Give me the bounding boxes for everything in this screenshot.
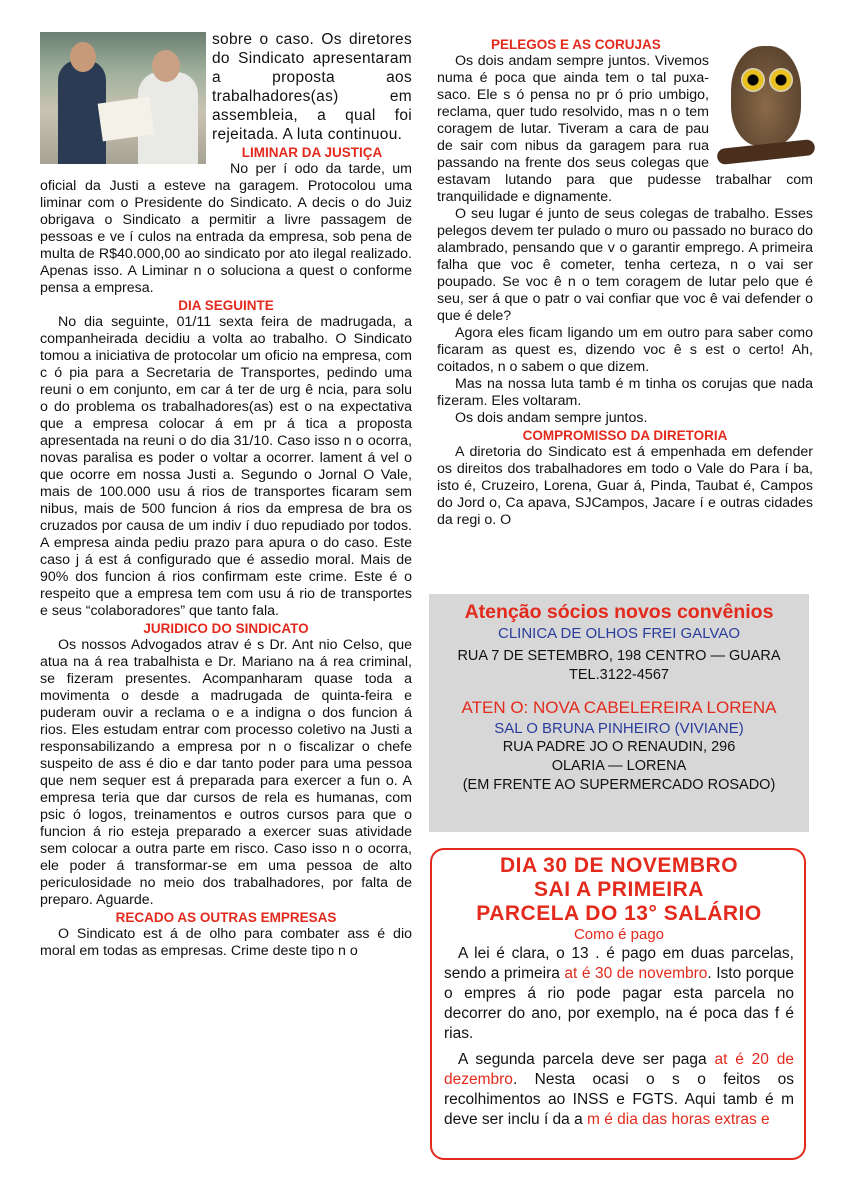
paragraph: O Sindicato est á de olho para combater ass é dio moral em todas as empresas. Crime deste tipo n o [40, 926, 412, 959]
section-title-dia-seguinte: DIA SEGUINTE [178, 298, 274, 313]
assembly-photo [40, 32, 206, 164]
text-run: A lei é clara, o 13 . é pago em duas parcelas, sendo a primeira [444, 945, 794, 982]
intro-text: sobre o caso. Os diretores do Sindicato apresentaram a proposta aos trabalhadores(as) em assembleia, a qual foi rejeitada. A luta continuou. [212, 31, 412, 143]
paragraph: Os nossos Advogados atrav é s Dr. Ant nio Celso, que atua na á rea trabalhista e Dr. Mariano na á rea criminal, se fizeram presentes. Acompanharam quase toda a movimenta o desde a madrugada de quinta-feira e puderam ouvir a reclama o e a indigna o dos funcion á rios. Eles estudam entrar com processo coletivo na Justi a responsabilizando a empresa por n o fiscalizar o chefe suspeito de ass é dio e dar tanto poder para uma pessoa que nem sequer est á preparada para exercer a fun o. A empresa teria que dar cursos de rela es humanas, com psic ó logos, treinamentos e outros cursos para que o funcion á rio esteja preparado a exercer suas atividade sem colocar a outra parte em risco. Caso isso n o ocorra, ele poder á transformar-se em uma pessoa de alto periculosidade no meio dos trabalhadores, por falta de preparo. Aguarde. [40, 637, 412, 908]
salon-address-2: OLARIA — LORENA [551, 758, 687, 774]
salon-name: SAL O BRUNA PINHEIRO (VIVIANE) [494, 720, 744, 737]
paragraph: Os dois andam sempre juntos. Vivemos numa é poca que ainda tem o tal puxa-saco. Ele s ó pensa no pr ó prio umbigo, reclama, quer tudo resolvido, mas n o tem coragem de lutar. Tiveram a cara de pau de sair com nibus da garagem para rua passando na frente dos seus colegas que estavam lutando para que pudesse trabalhar com tranquilidade e dignamente. [437, 53, 813, 205]
subtitle: Como é pago [573, 926, 665, 943]
section-title-recado: RECADO AS OUTRAS EMPRESAS [115, 910, 337, 925]
salario-box [430, 848, 806, 1160]
text-run: . Isto porque o empres á rio pode pagar esta parcela no decorrer do ano, por exemplo, na é poca das f é rias. [444, 965, 794, 1042]
paragraph: Mas na nossa luta tamb é m tinha os corujas que nada fizeram. Eles voltaram. [437, 376, 813, 409]
paragraph: No per í odo da tarde, um oficial da Justi a esteve na garagem. Protocolou uma liminar com o Presidente do Sindicato. A decis o do Juiz obrigava o Sindicato a permitir a livre passagem de pessoas e ve í culos na entrada da empresa, sob pena de multa de R$40.000,00 ao sindicato por ato ilegal realizado. Apenas isso. A Liminar n o soluciona a quest o conforme pensa a empresa. [40, 161, 412, 296]
salario-paragraph-2 [444, 1050, 794, 1130]
salario-paragraph-1 [444, 944, 794, 1044]
paragraph: O seu lugar é junto de seus colegas de trabalho. Esses pelegos devem ter pulado o muro ou passado no buraco do alambrado, pensando que v o garantir emprego. A primeira falha que voc ê cometer, tenha certeza, n o vai ser poupado. Se voc ê n o tem coragem de lutar pelo que é seu, ser á que o patr o vai confiar que voc ê vai defender o que é dele? [437, 206, 813, 324]
paragraph: A diretoria do Sindicato est á empenhada em defender os direitos dos trabalhadores em todo o Vale do Para í ba, isto é, Cruzeiro, Lorena, Guar á, Pinda, Taubat é, Campos do Jord o, Ca apava, SJCampos, Jacare í e outras cidades da regi o. O [437, 444, 813, 528]
paragraph: Agora eles ficam ligando um em outro para saber como ficaram as quest es, dizendo voc ê s est o certo! Ah, coitados, n o sabem o que dizem. [437, 325, 813, 375]
headline-line-3: PARCELA DO 13° SALÁRIO [476, 902, 762, 925]
section-title-compromisso: COMPROMISSO DA DIRETORIA [522, 428, 728, 443]
right-column [437, 36, 813, 529]
clinic-name: CLINICA DE OLHOS FREI GALVAO [497, 625, 740, 642]
paragraph: Os dois andam sempre juntos. [455, 410, 648, 426]
left-column [40, 30, 412, 960]
owl-illustration [717, 36, 815, 166]
highlight-overtime: m é dia das horas extras e [587, 1111, 770, 1128]
highlight-date-1: at é 30 de novembro [564, 965, 708, 982]
clinic-phone: TEL.3122-4567 [569, 667, 669, 683]
clinic-address: RUA 7 DE SETEMBRO, 198 CENTRO — GUARA [457, 648, 781, 664]
salon-address-3: (EM FRENTE AO SUPERMERCADO ROSADO) [462, 777, 776, 793]
headline-line-2: SAI A PRIMEIRA [534, 878, 704, 901]
section-title-juridico: JURIDICO DO SINDICATO [143, 621, 309, 636]
attention-salon: ATEN O: NOVA CABELEREIRA LORENA [461, 698, 777, 717]
text-run: . Nesta ocasi o s o feitos os recolhimentos ao INSS e FGTS. Aqui tamb é m deve ser inclu í da a [444, 1071, 794, 1128]
convenios-title: Atenção sócios novos convênios [464, 601, 774, 623]
text-run: A segunda parcela deve ser paga [458, 1051, 715, 1068]
salon-address-1: RUA PADRE JO O RENAUDIN, 296 [502, 739, 736, 755]
highlight-date-2: at é 20 de dezembro [444, 1051, 794, 1088]
section-title-pelegos: PELEGOS E AS CORUJAS [491, 37, 661, 52]
convenios-box [429, 594, 809, 832]
headline-line-1: DIA 30 DE NOVEMBRO [499, 854, 739, 877]
section-title-liminar: LIMINAR DA JUSTIÇA [241, 145, 383, 160]
paragraph: No dia seguinte, 01/11 sexta feira de madrugada, a companheirada decidiu a volta ao trabalho. O Sindicato tomou a iniciativa de protocolar um oficio na empresa, com c ó pia para a Secretaria de Transportes, pedindo uma reuni o em conjunto, em car á ter de urg ê ncia, para solu o do problema os trabalhadores(as) est o na expectativa que a empresa colocar á em pr á tica a proposta apresentada na reuni o do dia 31/10. Caso isso n o ocorra, novas paralisa es poder o voltar a ocorrer. lament á vel o que ocorre em nossa Justi a. Segundo o Jornal O Vale, mais de 100.000 usu á rios de transportes ficaram sem nibus, mais de 500 funcion á rios da empresa de bra os cruzados por causa de um indiv í duo repudiado por todos. A empresa ainda pediu prazo para apura o do caso. Este caso j á est á configurado que é assedio moral. Mais de 90% dos funcion á rios confirmam este crime. Este é o respeito que a empresa tem com usu á rio de transportes e seus “colaboradores” que tanto fala. [40, 314, 412, 619]
